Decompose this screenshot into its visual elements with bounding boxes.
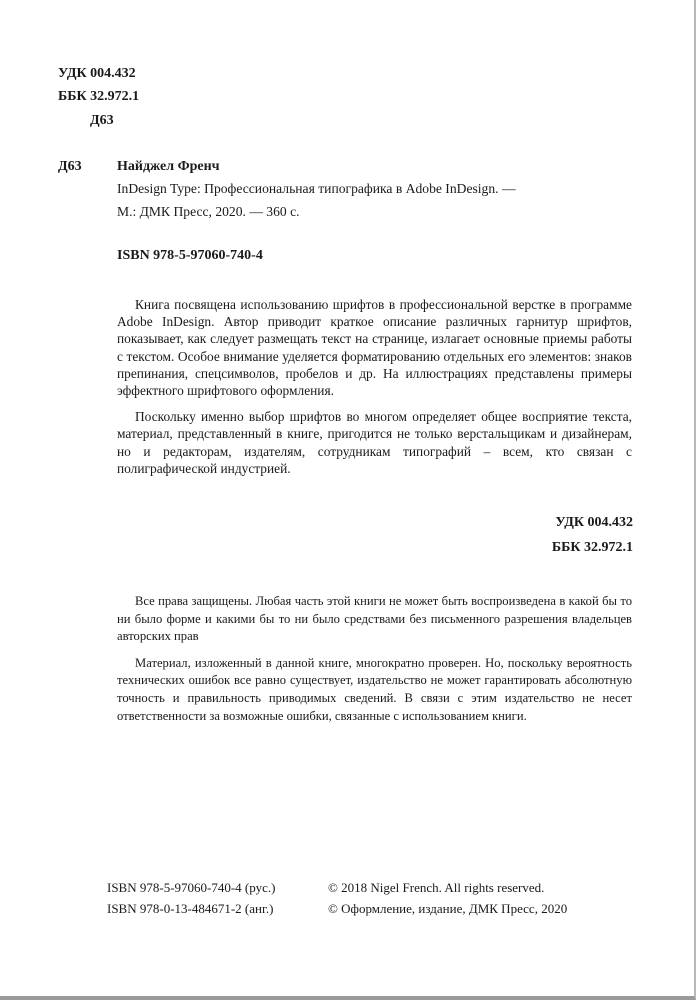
bbk-code: ББК 32.972.1 <box>58 89 140 104</box>
record-author-mark: Д63 <box>58 159 82 174</box>
rights-paragraph-2: Материал, изложенный в данной книге, многократно проверен. Но, поскольку вероятность технических ошибок все равно существует, издательство не может гарантировать абсолютную точность и правильность приводимых сведений. В связи с этим издательство не несет ответственности за возможные ошибки, связанные с использованием книги. <box>117 655 632 723</box>
record-title-line2: М.: ДМК Пресс, 2020. — 360 с. <box>117 204 300 219</box>
record-author: Найджел Френч <box>117 159 220 174</box>
rights-notice <box>117 593 632 725</box>
footer-udk-code: УДК 004.432 <box>555 515 633 530</box>
record-isbn: ISBN 978-5-97060-740-4 <box>117 248 263 263</box>
isbn-russian: ISBN 978-5-97060-740-4 (рус.) <box>107 880 276 895</box>
record-title-line1: InDesign Type: Профессиональная типографика в Adobe InDesign. — <box>117 181 516 196</box>
footer-bbk-code: ББК 32.972.1 <box>551 540 633 555</box>
copyright-translation: © Оформление, издание, ДМК Пресс, 2020 <box>328 901 568 916</box>
copyright-original: © 2018 Nigel French. All rights reserved. <box>328 880 545 895</box>
annotation-paragraph-2: Поскольку именно выбор шрифтов во многом определяет общее восприятие текста, материал, представленный в книге, пригодится не только верстальщикам и дизайнерам, но и редакторам, издателям, сотрудникам типографий – всем, кто связан с полиграфической индустрией. <box>117 409 632 476</box>
annotation-paragraph-1: Книга посвящена использованию шрифтов в профессиональной верстке в программе Adobe InDesign. Автор приводит краткое описание различных гарнитур шрифтов, показывает, как следует размещать текст на странице, излагает основные приемы работы с текстом. Особое внимание уделяется форматированию отдельных его элементов: знаков препинания, спецсимволов, пробелов и др. На иллюстрациях представлены примеры эффектного шрифтового оформления. <box>117 297 632 399</box>
udk-code: УДК 004.432 <box>58 66 136 81</box>
author-mark: Д63 <box>90 113 114 128</box>
rights-paragraph-1: Все права защищены. Любая часть этой книги не может быть воспроизведена в какой бы то ни было форме и какими бы то ни было средствами без письменного разрешения владельцев авторских прав <box>117 594 632 644</box>
isbn-english: ISBN 978-0-13-484671-2 (анг.) <box>107 901 274 916</box>
annotation <box>117 296 632 477</box>
